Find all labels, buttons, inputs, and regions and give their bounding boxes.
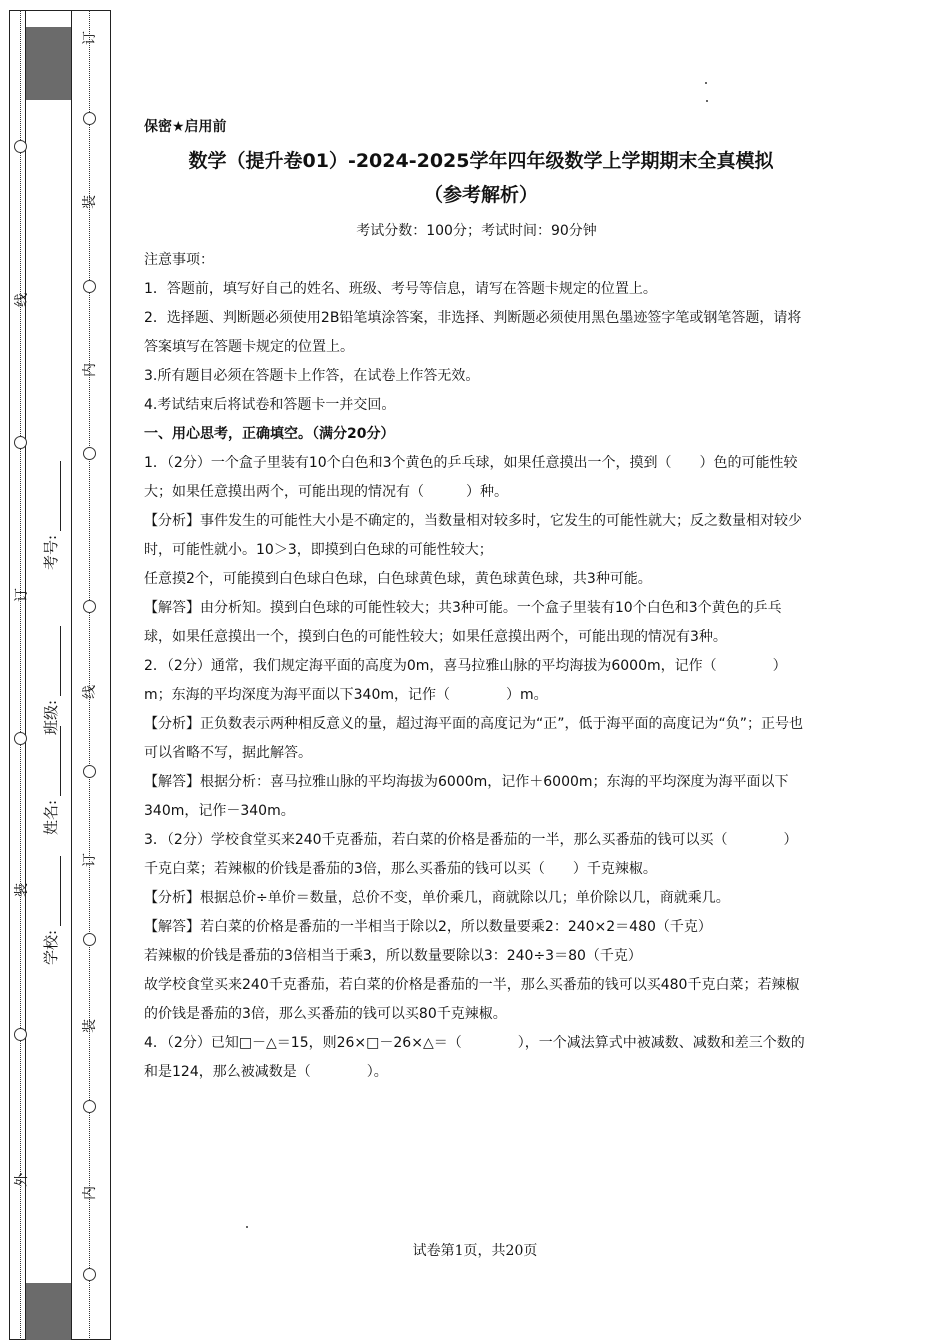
school-blank[interactable] [46, 856, 61, 926]
exam-number-field[interactable] [40, 461, 61, 570]
class-blank[interactable] [46, 626, 61, 696]
question-analysis: 任意摸2个，可能摸到白色球白色球，白色球黄色球，黄色球黄色球，共3种可能。 [144, 571, 652, 587]
confidential-label: 保密★启用前 [144, 119, 227, 135]
question-answer: 【解答】若白菜的价格是番茄的一半相当于除以2，所以数量要乘2：240×2＝480（千克） [144, 919, 712, 935]
question-answer: 【解答】由分析知。摸到白色球的可能性较大；共3种可能。一个盒子里装有10个白色和3个黄色的乒乓球，如果任意摸出一个，摸到白色的可能性较大；如果任意摸出两个，可能出现的情况有3种。 [144, 600, 782, 645]
page-title: 数学（提升卷01）-2024-2025学年四年级数学上学期期末全真模拟 [188, 150, 774, 172]
section-heading: 一、用心思考，正确填空。（满分20分） [144, 426, 395, 442]
inner-circle [83, 1268, 96, 1281]
inner-label: 线 [82, 685, 98, 699]
class-label: 班级: [42, 699, 60, 735]
notice-item: 4.考试结束后将试卷和答题卡一并交回。 [144, 397, 396, 413]
page-footer: 试卷第1页，共20页 [412, 1243, 538, 1259]
outer-circle [14, 732, 27, 745]
notice-item: 1．答题前，填写好自己的姓名、班级、考号等信息，请写在答题卡规定的位置上。 [144, 281, 657, 297]
stray-mark [706, 100, 708, 102]
notice-item: 2．选择题、判断题必须使用2B铅笔填涂答案，非选择、判断题必须使用黑色墨迹签字笔或钢笔答题，请将答案填写在答题卡规定的位置上。 [144, 310, 802, 355]
inner-label: 装 [82, 195, 98, 209]
outer-circle [14, 1028, 27, 1041]
name-label: 姓名: [42, 799, 60, 835]
page-subtitle: （参考解析） [423, 184, 538, 206]
exam-number-blank[interactable] [46, 461, 61, 531]
school-field[interactable] [40, 856, 61, 965]
document-body [144, 112, 809, 1087]
margin-rule-right [71, 10, 72, 1340]
inner-label: 装 [82, 1019, 98, 1033]
inner-cut-line [89, 10, 90, 1340]
outer-circle [14, 140, 27, 153]
question-analysis: 【分析】事件发生的可能性大小是不确定的，当数量相对较多时，它发生的可能性就大；反之数量相对较少时，可能性就小。10＞3，即摸到白色球的可能性较大； [144, 513, 802, 558]
outer-circle [14, 436, 27, 449]
outer-label: 订 [14, 588, 30, 602]
stray-mark [246, 1226, 248, 1228]
margin-gray-block-top [25, 27, 71, 100]
inner-circle [83, 280, 96, 293]
inner-circle [83, 112, 96, 125]
school-label: 学校: [42, 929, 60, 965]
inner-label: 内 [82, 1186, 98, 1200]
outer-label: 外 [14, 1173, 30, 1187]
name-field[interactable] [40, 726, 61, 835]
margin-rule-left [25, 10, 26, 1340]
question-stem: 3．（2分）学校食堂买来240千克番茄，若白菜的价格是番茄的一半，那么买番茄的钱可以买（ ）千克白菜；若辣椒的价钱是番茄的3倍，那么买番茄的钱可以买（ ）千克辣椒。 [144, 832, 798, 877]
notice-item: 3.所有题目必须在答题卡上作答，在试卷上作答无效。 [144, 368, 480, 384]
outer-label: 线 [14, 293, 30, 307]
exam-number-label: 考号: [42, 534, 60, 570]
inner-label: 内 [82, 363, 98, 377]
class-field[interactable] [40, 626, 61, 735]
question-answer: 若辣椒的价钱是番茄的3倍相当于乘3，所以数量要除以3：240÷3＝80（千克） [144, 948, 642, 964]
stray-mark [705, 82, 707, 84]
question-analysis: 【分析】根据总价÷单价＝数量，总价不变，单价乘几，商就除以几；单价除以几，商就乘几。 [144, 890, 730, 906]
outer-cut-line [20, 10, 21, 1340]
inner-circle [83, 765, 96, 778]
question-answer: 【解答】根据分析：喜马拉雅山脉的平均海拔为6000m，记作＋6000m；东海的平均深度为海平面以下340m，记作－340m。 [144, 774, 789, 819]
question-stem: 4．（2分）已知□－△＝15，则26×□－26×△＝（ ），一个减法算式中被减数、减数和差三个数的和是124，那么被减数是（ ）。 [144, 1035, 805, 1080]
inner-label: 订 [82, 31, 98, 45]
exam-info: 考试分数：100分；考试时间：90分钟 [356, 223, 597, 239]
question-analysis: 【分析】正负数表示两种相反意义的量，超过海平面的高度记为“正”，低于海平面的高度记为“负”；正号也可以省略不写，据此解答。 [144, 716, 804, 761]
inner-circle [83, 600, 96, 613]
name-blank[interactable] [46, 726, 61, 796]
inner-label: 订 [82, 853, 98, 867]
inner-circle [83, 933, 96, 946]
notice-heading: 注意事项： [144, 252, 214, 268]
inner-circle [83, 447, 96, 460]
outer-label: 装 [14, 883, 30, 897]
question-stem: 1．（2分）一个盒子里装有10个白色和3个黄色的乒乓球，如果任意摸出一个，摸到（ ）色的可能性较大；如果任意摸出两个，可能出现的情况有（ ）种。 [144, 455, 798, 500]
question-stem: 2．（2分）通常，我们规定海平面的高度为0m，喜马拉雅山脉的平均海拔为6000m，记作（ ）m；东海的平均深度为海平面以下340m，记作（ ）m。 [144, 658, 787, 703]
margin-gray-block-bottom [25, 1283, 71, 1340]
inner-circle [83, 1100, 96, 1113]
question-answer: 故学校食堂买来240千克番茄，若白菜的价格是番茄的一半，那么买番茄的钱可以买480千克白菜；若辣椒的价钱是番茄的3倍，那么买番茄的钱可以买80千克辣椒。 [144, 977, 800, 1022]
